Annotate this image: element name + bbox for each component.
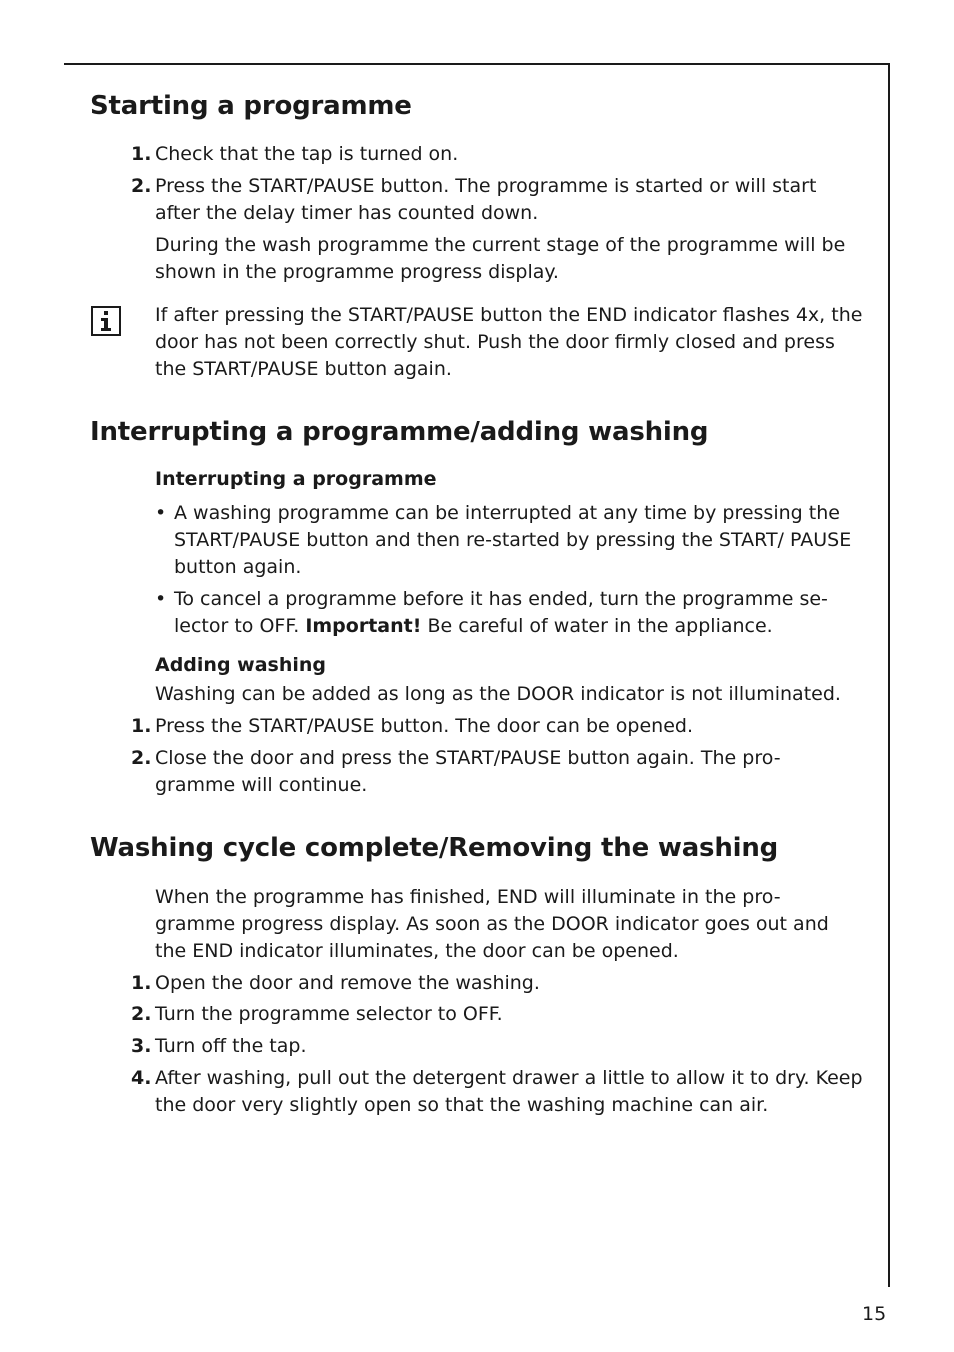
- step-number: 1.: [131, 715, 152, 737]
- bullet-text-post: Be careful of water in the appliance.: [427, 615, 773, 637]
- subheading-adding-washing: Adding washing: [155, 654, 327, 676]
- step-text: Close the door and press the START/PAUSE button again. The pro- gramme will continue.: [155, 747, 781, 796]
- step-number: 2.: [131, 747, 152, 769]
- step-number: 3.: [131, 1035, 152, 1057]
- bullet-text-pre: To cancel a programme before it has ended, turn the programme se- lector to OFF.: [174, 588, 828, 637]
- bullet-icon: •: [155, 502, 167, 524]
- info-icon: [91, 306, 121, 336]
- bullet-text: [174, 586, 868, 640]
- step-text: Check that the tap is turned on.: [155, 143, 459, 165]
- step-number: 2.: [131, 1003, 152, 1025]
- page-number: 15: [862, 1303, 887, 1325]
- step-text: Press the START/PAUSE button. The programme is started or will start after the delay timer has counted down.: [155, 175, 817, 224]
- heading-starting-programme: Starting a programme: [90, 91, 412, 121]
- step-number: 1.: [131, 972, 152, 994]
- bullet-text: A washing programme can be interrupted at any time by pressing the START/PAUSE button and then re-started by pressing the START/ PAUSE button again.: [174, 502, 852, 578]
- step-number: 1.: [131, 143, 152, 165]
- step-text: Press the START/PAUSE button. The door can be opened.: [155, 715, 693, 737]
- adding-washing-text: Washing can be added as long as the DOOR indicator is not illuminated.: [155, 683, 841, 705]
- step-text: Open the door and remove the washing.: [155, 972, 540, 994]
- cycle-complete-intro: When the programme has finished, END will illuminate in the pro- gramme progress display. As soon as the DOOR indicator goes out and the END indicator illuminates, the door can be opened.: [155, 886, 829, 962]
- step-text: After washing, pull out the detergent drawer a little to allow it to dry. Keep the door very slightly open so that the washing machine can air.: [155, 1067, 863, 1116]
- heading-cycle-complete: Washing cycle complete/Removing the washing: [90, 833, 779, 863]
- step-number: 2.: [131, 175, 152, 197]
- step-text: Turn off the tap.: [155, 1035, 307, 1057]
- info-note: If after pressing the START/PAUSE button the END indicator flashes 4x, the door has not been correctly shut. Push the door firmly closed and press the START/PAUSE button again.: [155, 304, 863, 380]
- bullet-icon: •: [155, 588, 167, 610]
- top-rule: [64, 63, 890, 65]
- step-text: Turn the programme selector to OFF.: [155, 1003, 503, 1025]
- step-note: During the wash programme the current stage of the programme will be shown in the programme progress display.: [155, 234, 846, 283]
- step-number: 4.: [131, 1067, 152, 1089]
- right-rule: [888, 63, 890, 1287]
- important-label: Important!: [305, 615, 422, 637]
- heading-interrupting: Interrupting a programme/adding washing: [90, 417, 709, 447]
- subheading-interrupting: Interrupting a programme: [155, 468, 437, 490]
